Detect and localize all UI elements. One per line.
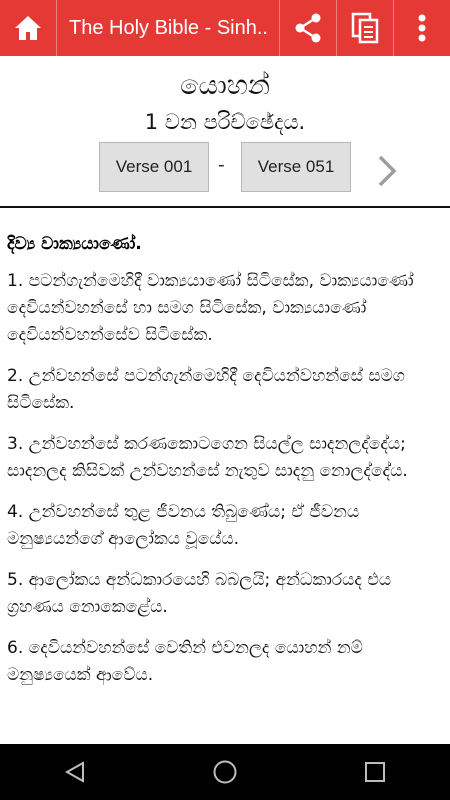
verse-paragraph: 3. උන්වහන්සේ කරණකොටගෙන සියල්ල සාදනලද්දේය; සාදනලද කිසිවක් උන්වහන්සේ නැතුව සාදනු නොලද්දේය. [7,434,408,481]
verse-end-button[interactable]: Verse 051 [241,142,351,192]
recents-icon [364,761,386,783]
verse-paragraph: 6. දෙවියන්වහන්සේ වෙතින් එවනලද යොහන් නම් මනුෂ්‍යයෙක් ආවේය. [7,638,363,685]
verse-content[interactable] [0,208,450,744]
copy-icon [351,12,379,44]
verse-paragraph: 4. උන්වහන්සේ තුළ ජීවනය තිබුණේය; ඒ ජීවනය මනුෂ්‍යයන්ගේ ආලෝකය වූයේය. [7,502,360,549]
copy-button[interactable] [336,0,393,56]
back-button[interactable] [45,744,105,800]
verse-paragraph: 2. උන්වහන්සේ පටන්ගැන්මෙහිදී දෙවියන්වහන්සේ සමග සිටිසේක. [7,366,405,413]
home-nav-button[interactable] [195,744,255,800]
app-title: The Holy Bible - Sinh.. [69,16,268,39]
verse-start-button[interactable]: Verse 001 [99,142,209,192]
verse-paragraph: 1. පටන්ගැන්මෙහිදී වාක්‍යයාණෝ සිටිසේක, වාක්‍යයාණෝ දෙවියන්වහන්සේ හා සමග සිටිසේක, වාක්‍යයාණෝ දෙවියන්වහන්සේව සිටිසේක. [7,271,414,345]
chapter-header [0,56,450,206]
book-title: යොහන් [180,70,270,101]
share-button[interactable] [279,0,336,56]
chapter-title: 1 වන පරිච්ඡේදය. [144,110,306,134]
home-icon [13,14,43,42]
app-bar [0,0,450,56]
verse-range-separator: - [218,154,225,176]
home-button[interactable] [0,0,57,56]
more-options-button[interactable] [393,0,450,56]
section-heading: දිව්‍ය වාක්‍යයාණෝ. [7,234,142,254]
more-vert-icon [418,14,426,42]
share-icon [294,13,322,43]
recents-button[interactable] [345,744,405,800]
home-circle-icon [212,759,238,785]
system-nav-bar [0,744,450,800]
back-icon [63,760,87,784]
verse-paragraph: 5. ආලෝකය අන්ධකාරයෙහි බබලයි; අන්ධකාරයද එය ග්‍රහණය නොකෙළේය. [7,570,392,617]
next-chapter-arrow-icon[interactable] [372,151,402,191]
